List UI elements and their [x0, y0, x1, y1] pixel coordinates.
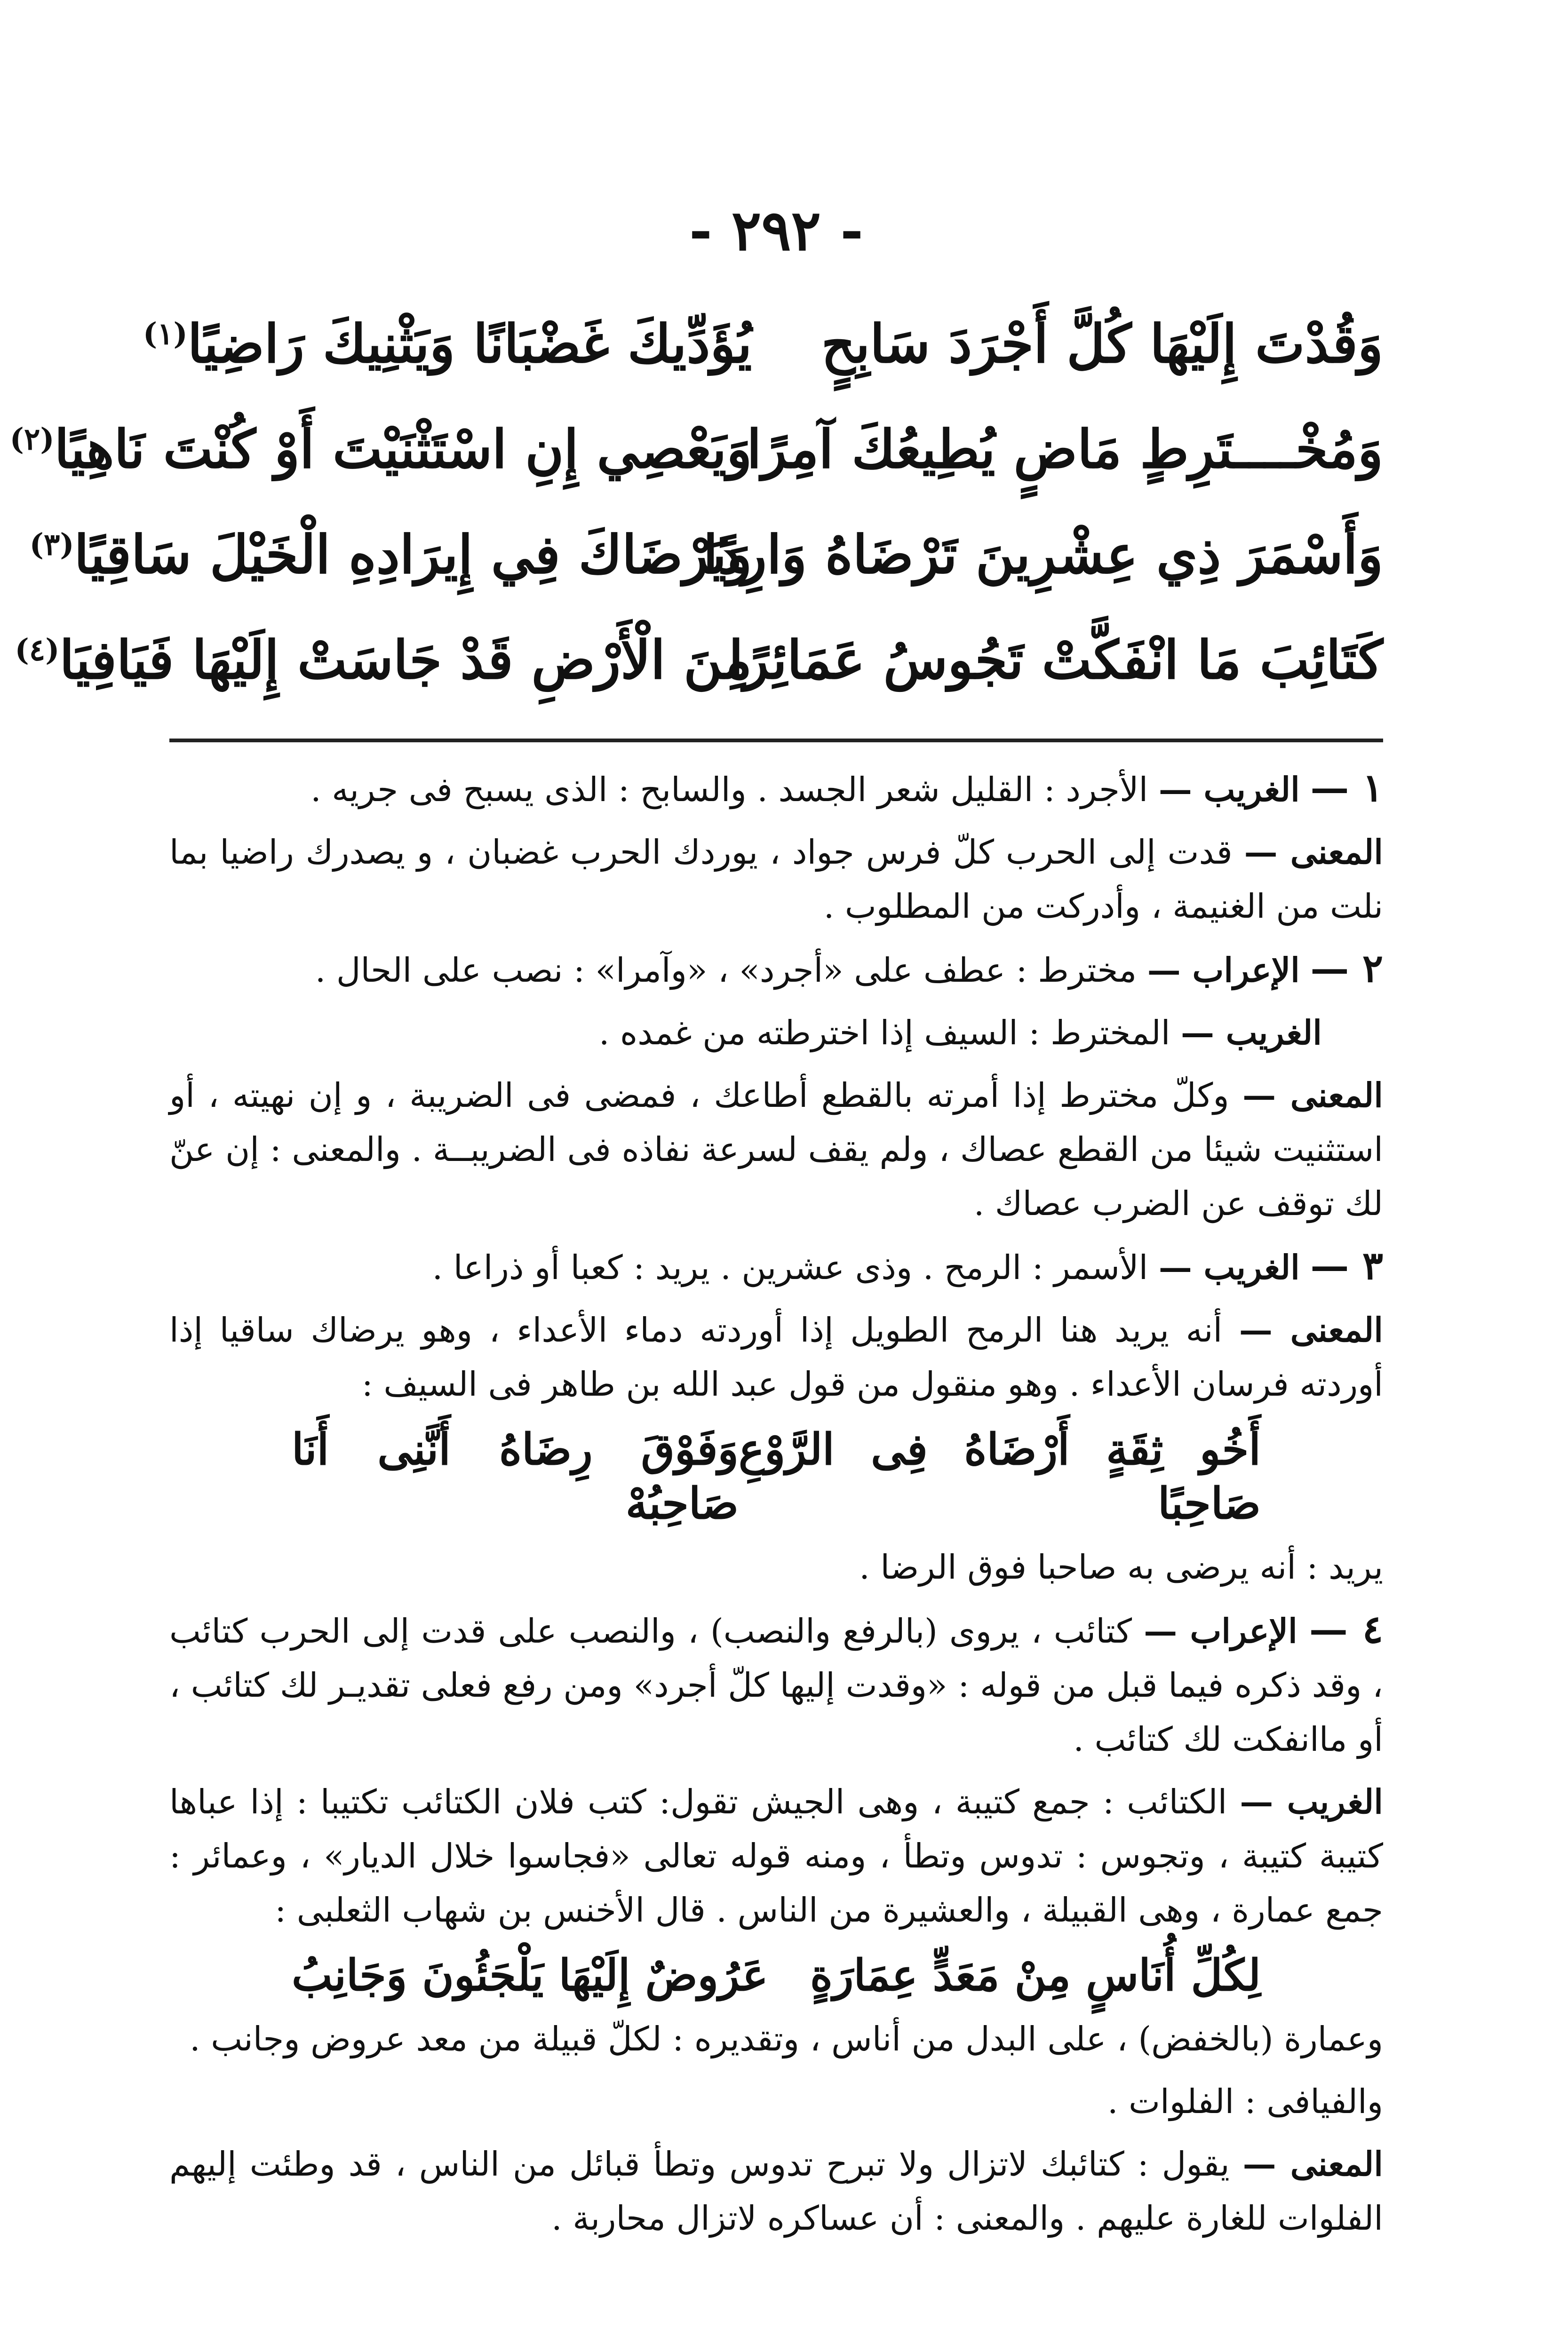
footnote-marker: (٤) — [15, 632, 60, 668]
verse-line — [29, 502, 1383, 607]
note-4-explanation: وعمارة (بالخفض) ، على البدل من أناس ، وتقديره : لكلّ قبيلة من معد عروض وجانب . — [190, 2019, 1383, 2058]
verse-first-hemistich: وَمُخْــــتَرِطٍ مَاضٍ يُطِيعُكَ آمِرًا — [747, 418, 1383, 480]
section-label: المعنى — — [1239, 1310, 1383, 1350]
note-4-maana — [169, 2137, 1383, 2245]
quoted-second-hemistich: وَفَوْقَ رِضَاهُ أَنَّنِى أَنَا صَاحِبُهْ — [292, 1424, 739, 1529]
section-text: قدت إلى الحرب كلّ فرس جواد ، يوردك الحرب غضبان ، و يصدرك راضيا بما نلت من الغنيمة ، وأدركت من المطلوب . — [169, 833, 1383, 926]
book-page — [9, 198, 1384, 2352]
section-text: الأسمر : الرمح . وذى عشرين . يريد : كعبا أو ذراعا . — [432, 1248, 1148, 1287]
verse-line — [15, 607, 1383, 713]
section-text: كتائب ، يروى (بالرفع والنصب) ، والنصب على قدت إلى الحرب كتائب ، وقد ذكره فيما قبل من قوله : «وقدت إليها كلّ أجرد» ومن رفع فعلى تقديـر لك كتائب ، أو ماانفكت لك كتائب . — [169, 1612, 1383, 1759]
verse-first-hemistich: وَأَسْمَرَ ذِي عِشْرِينَ تَرْضَاهُ وَارِدًا — [703, 524, 1383, 586]
quoted-verse — [169, 1948, 1383, 2002]
verse-second-hemistich — [9, 418, 752, 480]
note-2-irab — [169, 942, 1383, 997]
verse-line — [9, 397, 1383, 502]
quoted-second-hemistich: عَرُوضٌ إِلَيْهَا يَلْجَئُونَ وَجَانِبُ — [292, 1950, 768, 2001]
section-label: الغريب — — [1158, 1248, 1300, 1287]
section-label: الغريب — — [1181, 1013, 1322, 1052]
note-number: ٢ — — [1310, 946, 1383, 991]
verse-second-text: وَيَرْضَاكَ فِي إِيرَادِهِ الْخَيْلَ سَاقِيًا — [74, 524, 752, 586]
section-text: الأجرد : القليل شعر الجسد . والسابح : الذى يسبح فى جريه . — [310, 770, 1148, 809]
section-text: أنه يريد هنا الرمح الطويل إذا أوردته دماء الأعداء ، وهو يرضاك ساقيا إذا أوردته فرسان الأعداء . وهو منقول من قول عبد الله بن طاهر فى السيف : — [169, 1311, 1383, 1404]
note-3-maana — [169, 1303, 1383, 1411]
note-1-maana — [169, 825, 1383, 933]
note-number: ٤ — — [1309, 1607, 1383, 1652]
note-2-gharib — [169, 1006, 1383, 1060]
note-4-irab — [169, 1603, 1383, 1766]
footnote-marker: (٢) — [9, 421, 55, 457]
note-number: ١ — — [1310, 765, 1383, 810]
section-label: المعنى — — [1244, 832, 1383, 872]
note-2-maana — [169, 1068, 1383, 1231]
verse-second-text: مِنَ الْأَرْضِ قَدْ جَاسَتْ إِلَيْهَا فَيَافِيَا — [59, 629, 752, 691]
section-label: المعنى — — [1242, 1075, 1383, 1115]
section-text: وكلّ مخترط إذا أمرته بالقطع أطاعك ، فمضى فى الضريبة ، و إن نهيته ، أو استثنيت شيئا من القطع عصاك ، ولم يقف لسرعة نفاذه فى الضريبــة . والمعنى : إن عنّ لك توقف عن الضرب عصاك . — [169, 1076, 1383, 1223]
verse-second-text: وَيَعْصِي إِنِ اسْتَثْنَيْتَ أَوْ كُنْتَ نَاهِيًا — [54, 418, 752, 480]
quoted-first-hemistich: أَخُو ثِقَةٍ أَرْضَاهُ فِى الرَّوْعِ صَاحِبًا — [739, 1424, 1261, 1529]
verse-first-hemistich: وَقُدْتَ إِلَيْهَا كُلَّ أَجْرَدَ سَابِحٍ — [821, 313, 1383, 375]
section-text: يقول : كتائبك لاتزال ولا تبرح تدوس وتطأ قبائل من الناس ، قد وطئت إليهم الفلوات للغارة عليهم . والمعنى : أن عساكره لاتزال محاربة . — [169, 2145, 1383, 2238]
verse-second-hemistich — [15, 629, 752, 691]
verse-second-text: يُؤَدِّيكَ غَضْبَانًا وَيَثْنِيكَ رَاضِيًا — [187, 313, 752, 375]
footnote-marker: (١) — [143, 316, 188, 352]
verse-line — [143, 291, 1383, 397]
verse-second-hemistich — [29, 524, 752, 586]
section-text: المخترط : السيف إذا اخترطته من غمده . — [598, 1013, 1170, 1052]
quoted-first-hemistich: لِكُلِّ أُنَاسٍ مِنْ مَعَدٍّ عِمَارَةٍ — [810, 1950, 1261, 2001]
section-label: الغريب — — [1240, 1782, 1384, 1821]
poem — [9, 291, 1383, 713]
note-4-fayafi: والفيافى : الفلوات . — [1107, 2082, 1383, 2121]
note-number: ٣ — — [1310, 1243, 1383, 1288]
footnote-divider — [169, 739, 1383, 742]
verse-second-hemistich — [143, 313, 752, 375]
note-4-gharib — [169, 1775, 1383, 1937]
section-label: الإعراب — — [1144, 1611, 1297, 1651]
section-text: الكتائب : جمع كتيبة ، وهى الجيش تقول: كتب فلان الكتائب تكتيبا : إذا عباها كتيبة كتيبة ، وتجوس : تدوس وتطأ ، ومنه قوله تعالى «فجاسوا خلال الديار» ، وعمائر : جمع عمارة ، وهى القبيلة ، والعشيرة من الناس . قال الأخنس بن شهاب الثعلبى : — [169, 1782, 1383, 1930]
section-text: مخترط : عطف على «أجرد» ، «وآمرا» : نصب على الحال . — [315, 951, 1137, 990]
section-label: الإعراب — — [1147, 950, 1300, 990]
section-label: المعنى — — [1242, 2144, 1384, 2184]
note-3-gharib — [169, 1239, 1383, 1295]
note-1-gharib — [169, 761, 1383, 817]
verse-first-hemistich: كَتَائِبَ مَا انْفَكَّتْ تَجُوسُ عَمَائِرًا — [728, 629, 1383, 691]
quoted-verse — [169, 1422, 1383, 1531]
commentary — [169, 761, 1383, 2245]
page-number: - ٢٩٢ - — [689, 198, 864, 263]
section-label: الغريب — — [1158, 770, 1300, 809]
note-3-explanation: يريد : أنه يرضى به صاحبا فوق الرضا . — [859, 1548, 1383, 1587]
footnote-marker: (٣) — [29, 527, 74, 563]
